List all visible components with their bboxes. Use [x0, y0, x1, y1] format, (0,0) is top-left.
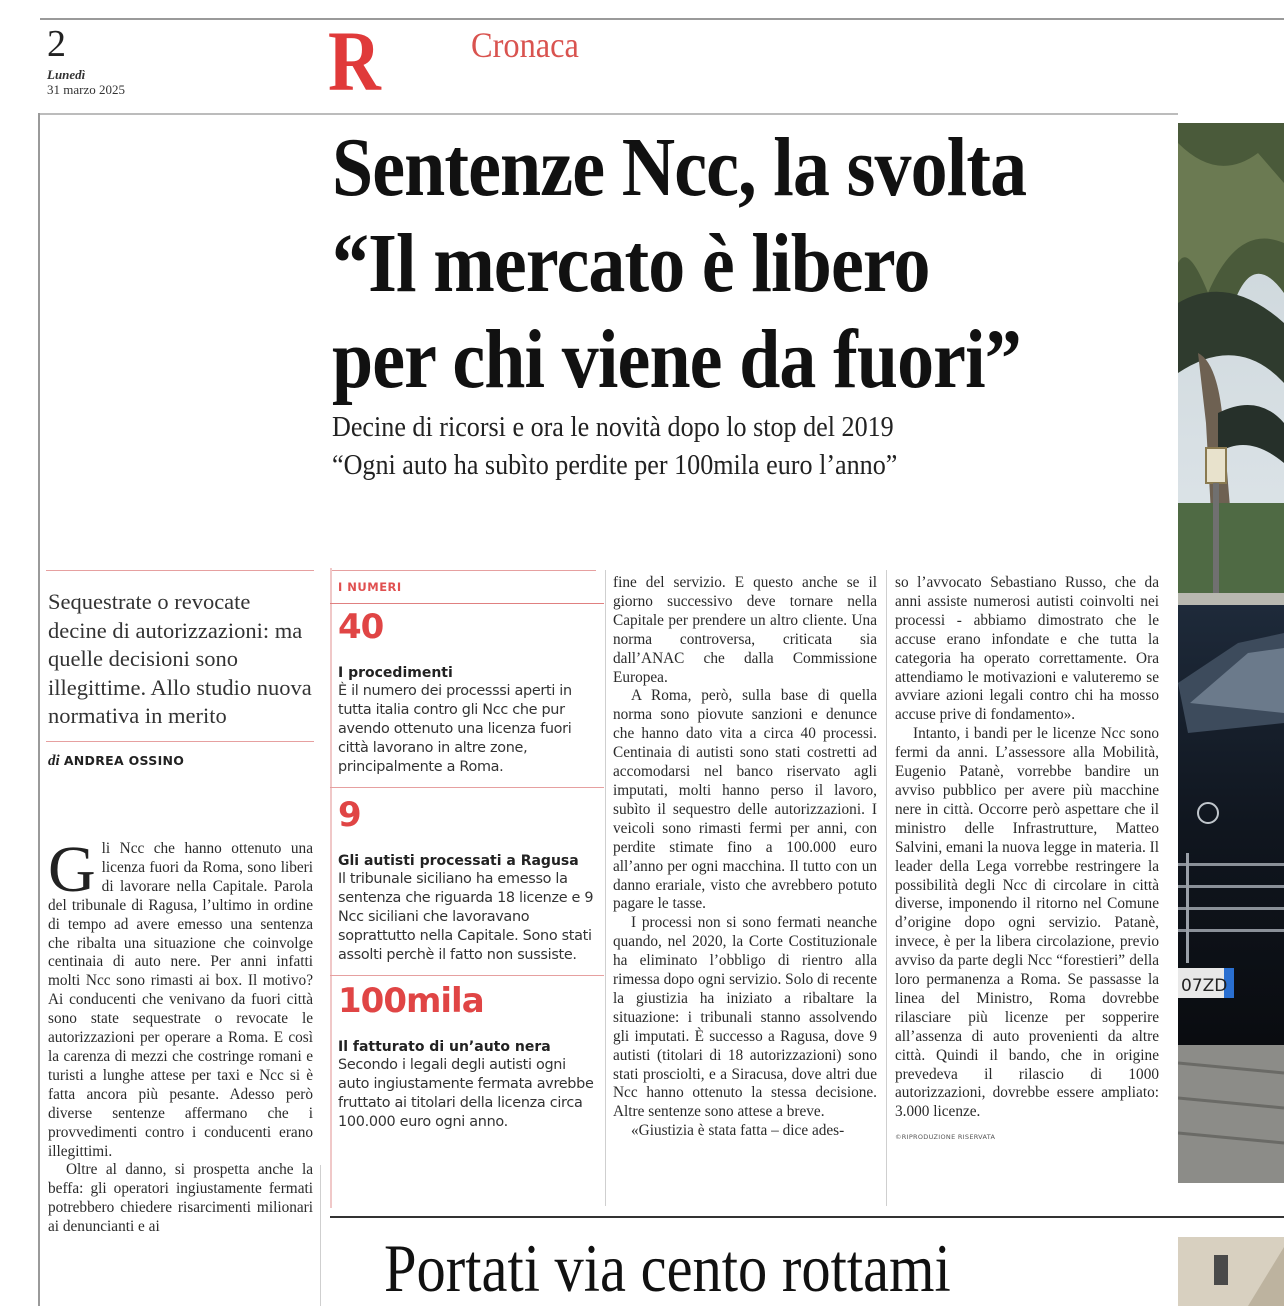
- article-frame-left: [38, 113, 40, 1306]
- article-photo: [1178, 123, 1284, 1183]
- paragraph: Oltre al danno, si prospetta anche la beffa: gli operatori ingiustamente fermati potrebbero chiedere risarcimenti milionari ai denuncianti e ai: [48, 1161, 313, 1236]
- article-column-4: [895, 574, 1159, 1147]
- number-item: [338, 796, 596, 965]
- subheadline: [332, 408, 1088, 484]
- number-title: Gli autisti processati a Ragusa: [338, 853, 579, 869]
- paragraph: so l’avvocato Sebastiano Russo, che da anni assiste numerosi autisti coinvolti nei processi - abbiamo dimostrato che le accuse erano infondate e che tutta la categoria ha operato correttamente. Ora attendiamo le motivazioni e valuteremo se avviare azioni legali contro chi ha mosso accuse prive di fondamento».: [895, 574, 1159, 724]
- section-title: Cronaca: [471, 25, 579, 65]
- building-photo-image: [1178, 1237, 1284, 1306]
- drop-cap: G: [48, 833, 96, 906]
- top-rule: [40, 18, 1284, 20]
- subhead-line: Decine di ricorsi e ora le novità dopo lo stop del 2019: [332, 411, 894, 443]
- article-column-1: [48, 833, 313, 1237]
- numbers-rule: [332, 570, 596, 571]
- next-article-photo: [1178, 1237, 1284, 1306]
- paragraph: «Giustizia è stata fatta – dice ades-: [631, 1122, 845, 1140]
- numbers-box: [338, 580, 596, 1132]
- headline: [332, 120, 1071, 408]
- kicker-rule-top: [46, 570, 314, 571]
- headline-line: Sentenze Ncc, la svolta: [332, 121, 1027, 214]
- number-value: 40: [338, 607, 384, 647]
- article-column-3: [613, 574, 877, 1141]
- number-value: 100mila: [338, 981, 484, 1021]
- subhead-line: “Ogni auto ha subìto perdite per 100mila euro l’anno”: [332, 449, 898, 481]
- kicker-rule-bottom: [46, 741, 314, 742]
- number-value: 9: [338, 795, 361, 835]
- paragraph: Intanto, i bandi per le licenze Ncc sono fermi da anni. L’assessore alla Mobilità, Eugenio Patanè, vorrebbe bandire un avviso pubblico per avere più macchine nere in città. Occorre però aspettare che il ministro delle Infrastrutture, Matteo Salvini, emani la nuova legge in materia. Il leader della Lega vorrebbe restringere la possibilità degli Ncc di circolare in città diverse, imponendo il ritorno nel Comune d’origine dopo ogni servizio. Patanè, invece, è per la libera circolazione, previo avviso da parte degli Ncc “forestieri” della loro permanenza a Roma. Se passasse la linea del Ministro, Roma dovrebbe rilasciare più licenze per sopperire all’assenza di auto provenienti da altre città. Quindi il bando, che in origine prevedeva il rilascio di 1000 autorizzazioni, dovrebbe essere ampliato: 3.000 licenze.: [895, 725, 1159, 1121]
- numbers-box-border: [330, 568, 332, 1208]
- next-article-headline: Portati via cento rottami: [384, 1230, 951, 1306]
- numbers-rule: [330, 975, 604, 976]
- headline-line: per chi viene da fuori”: [332, 313, 1021, 406]
- page-number: 2: [47, 23, 66, 65]
- number-text: È il numero dei processsi aperti in tutta italia contro gli Ncc che pur avendo ottenuto una licenza fuori città lavorano in altre zone, principalmente a Roma.: [338, 683, 572, 775]
- photo-palm-car-image: [1178, 123, 1284, 1183]
- issue-day: Lunedì: [47, 67, 86, 82]
- byline: [48, 753, 184, 770]
- number-item: [338, 982, 596, 1132]
- number-text: Secondo i legali degli autisti ogni auto ingiustamente fermata avrebbe fruttato ai titolari della licenza circa 100.000 euro ogni anno.: [338, 1057, 594, 1130]
- number-item: [338, 608, 596, 777]
- column-divider: [320, 1165, 321, 1306]
- paragraph: I processi non si sono fermati neanche quando, nel 2020, la Corte Costituzionale ha eliminato l’obbligo di rientro alla rimessa dopo ogni servizio. Solo di recente la giustizia ha iniziato a ribaltare la situazione: i tribunali stanno assolvendo gli imputati. È successo a Ragusa, dove 9 autisti (titolari di 18 autorizzazioni) sono stati prosciolti, e a Siracusa, dove altri due Ncc hanno ottenuto la stessa decisione. Altre sentenze sono attese a breve.: [613, 914, 877, 1121]
- number-title: Il fatturato di un’auto nera: [338, 1039, 551, 1055]
- paragraph: A Roma, però, sulla base di quella norma sono piovute sanzioni e denunce che hanno dato vita a circa 40 processi. Centinaia di autisti sono stati costretti ad accomodarsi nel banco riservato agli imputati, molti hanno perso il lavoro, subìto il sequestro delle autorizzazioni. I veicoli sono rimasti fermi per anni, con perdite stimate fino a 100.000 euro all’anno per ogni macchina. Il tutto con un danno erariale, visto che avrebbero potuto pagare le tasse.: [613, 687, 877, 913]
- newspaper-logo: R: [328, 13, 381, 109]
- issue-date: 31 marzo 2025: [47, 82, 125, 97]
- column-divider: [605, 570, 606, 1206]
- paragraph: li Ncc che hanno ottenuto una licenza fuori da Roma, sono liberi di lavorare nella Capitale. Parola del tribunale di Ragusa, l’ultimo in ordine di tempo ad avere emesso una sentenza che ribalta una situazione che coinvolge centinaia di auto nere. Per anni infatti molti Ncc sono rimasti ai box. Il motivo? Ai conducenti che venivano da fuori città sono state sequestrate o revocate le autorizzazioni per operare a Roma. E così la carenza di mezzi che costringe romani e turisti a lunghe attese per taxi e Ncc si è fatta ancora più pesante. Adesso però diverse sentenze affermano che i provvedimenti contro i conducenti erano illegittimi.: [48, 840, 313, 1160]
- numbers-label: I NUMERI: [338, 580, 402, 594]
- article-frame-top: [38, 113, 1178, 115]
- kicker-text: Sequestrate o revocate decine di autorizzazioni: ma quelle decisioni sono illegittime. Allo studio nuova normativa in merito: [48, 589, 312, 728]
- next-article-rule: [330, 1216, 1284, 1218]
- author-name: ANDREA OSSINO: [63, 753, 185, 768]
- license-plate: 07ZD: [1181, 976, 1228, 996]
- numbers-rule: [330, 787, 604, 788]
- number-title: I procedimenti: [338, 665, 453, 681]
- byline-prefix: di: [48, 753, 60, 769]
- column-divider: [886, 570, 887, 1206]
- headline-line: “Il mercato è libero: [332, 217, 930, 310]
- copyright-notice: ©RIPRODUZIONE RISERVATA: [895, 1133, 996, 1142]
- number-text: Il tribunale siciliano ha emesso la sentenza che riguarda 18 licenze e 9 Ncc siciliani che lavoravano soprattutto nella Capitale. Sono stati assolti perchè il fatto non sussiste.: [338, 871, 594, 963]
- numbers-rule: [330, 603, 604, 604]
- paragraph: fine del servizio. E questo anche se il giorno successivo deve tornare nella Capitale per prendere un altro cliente. Una norma controversa, criticata sia dall’ANAC che dalla Commissione Europea.: [613, 574, 877, 686]
